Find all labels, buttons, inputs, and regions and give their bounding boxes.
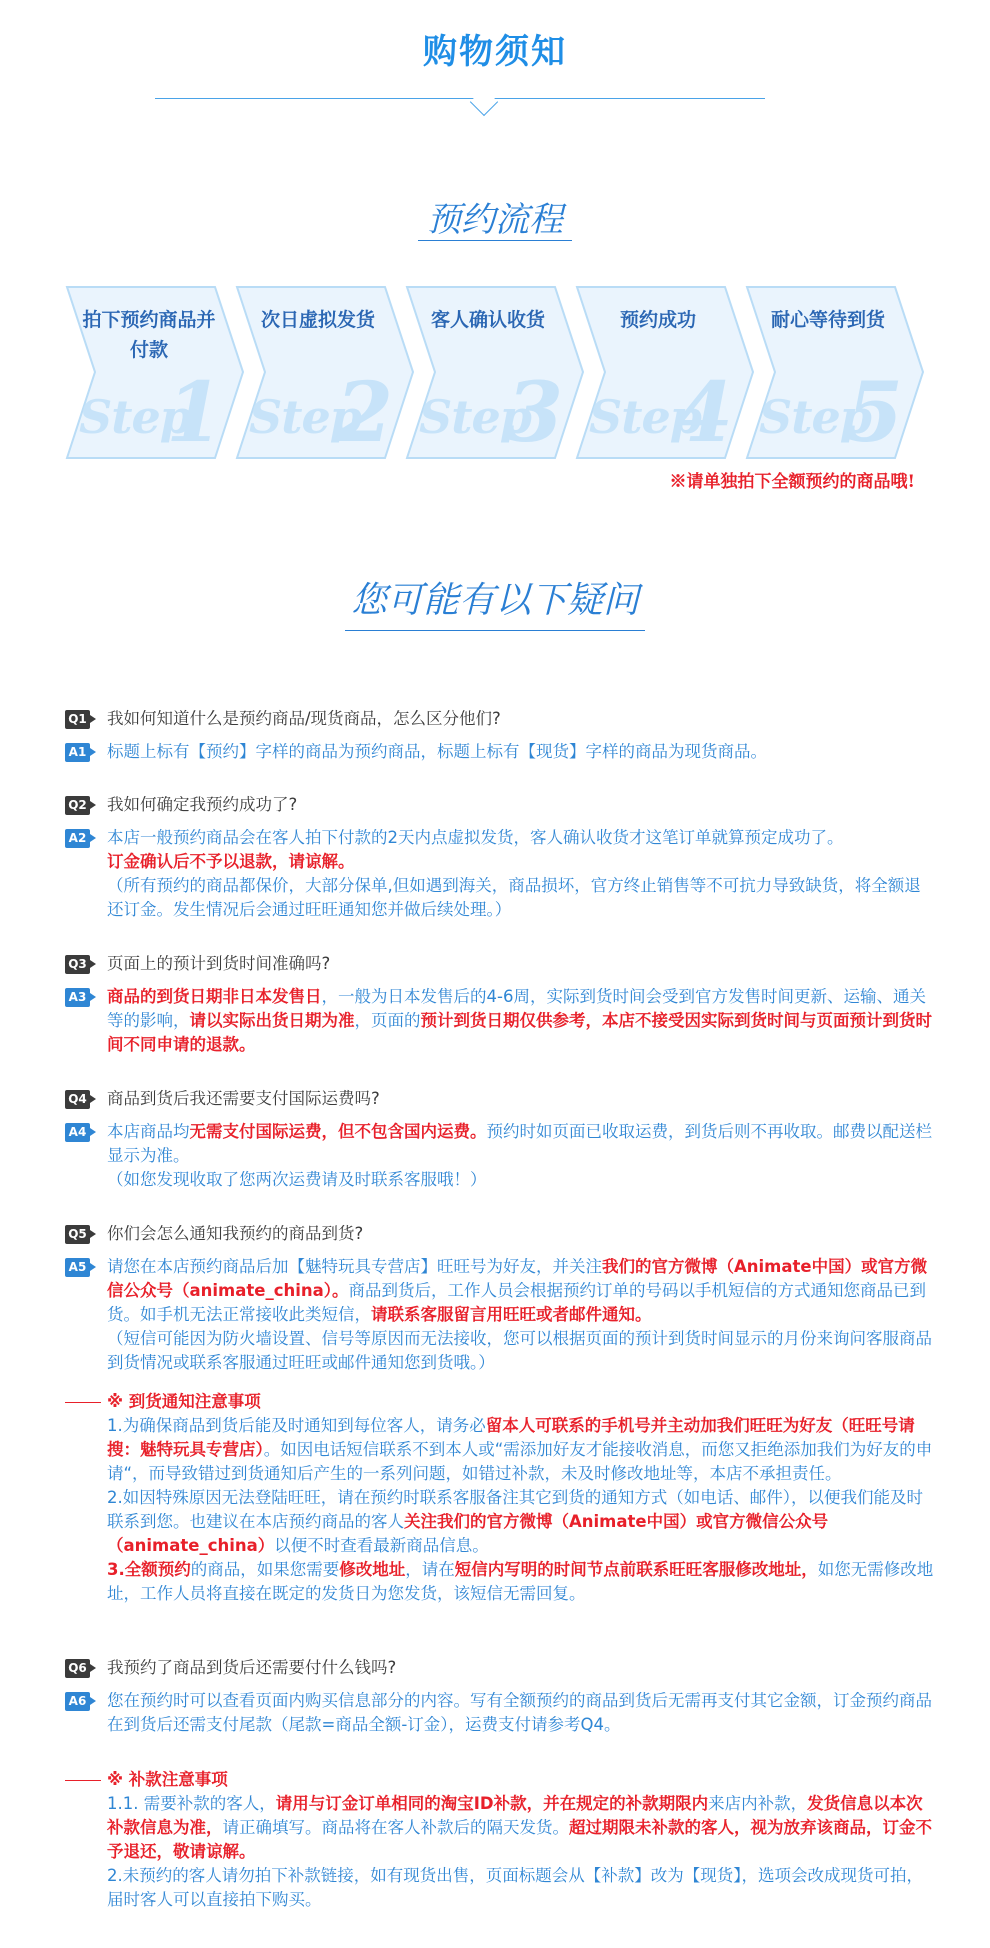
- payment-notice: [65, 1768, 935, 1912]
- faq-title-underline: [345, 630, 645, 631]
- step-word: Step: [589, 390, 701, 444]
- step-number: 4: [675, 365, 733, 461]
- notice-item-1: 1.1. 需要补款的客人，请用与订金订单相同的淘宝ID补款，并在规定的补款期限内来店内补款，发货信息以本次补款信息为准，请正确填写。商品将在客人补款后的隔天发货。超过期限未补款的客人，视为放弃该商品，订金不予退还，敬请谅解。: [107, 1794, 932, 1861]
- answer-badge: A3: [65, 988, 90, 1007]
- answer-text: 本店商品均无需支付国际运费，但不包含国内运费。预约时如页面已收取运费，到货后则不再收取。邮费以配送栏显示为准。: [107, 1122, 932, 1165]
- faq-item-1: [65, 707, 935, 764]
- answer-text: 标题上标有【预约】字样的商品为预约商品，标题上标有【现货】字样的商品为现货商品。: [107, 742, 767, 761]
- step-1: [65, 285, 245, 460]
- step-label: 客人确认收货: [430, 309, 545, 331]
- question-text: 我如何知道什么是预约商品/现货商品，怎么区分他们?: [107, 709, 501, 728]
- step-3: [405, 285, 585, 460]
- notice-item-3: 3.全额预约的商品，如果您需要修改地址，请在短信内写明的时间节点前联系旺旺客服修改地址，如您无需修改地址，工作人员将直接在既定的发货日为您发货，该短信无需回复。: [107, 1560, 934, 1603]
- answer-text: 请您在本店预约商品后加【魅特玩具专营店】旺旺号为好友，并关注我们的官方微博（Animate中国）或官方微信公众号（animate_china）。商品到货后，工作人员会根据预约订单的号码以手机短信的方式通知您商品已到货。如手机无法正常接收此类短信，请联系客服留言用旺旺或者邮件通知。: [107, 1257, 928, 1324]
- header-divider: [155, 98, 765, 99]
- question-row: [65, 707, 935, 731]
- faq-item-3: [65, 952, 935, 1057]
- notice-heading: ※ 到货通知注意事项: [65, 1390, 935, 1414]
- step-word: Step: [79, 390, 191, 444]
- arrival-notice: [65, 1390, 935, 1606]
- notice-body: [65, 1414, 935, 1606]
- question-badge: Q4: [65, 1090, 90, 1109]
- answer-text: 本店一般预约商品会在客人拍下付款的2天内点虚拟发货，客人确认收货才这笔订单就算预定成功了。: [107, 828, 844, 847]
- step-number: 2: [335, 365, 393, 461]
- question-row: [65, 952, 935, 976]
- answer-row: [65, 1120, 935, 1192]
- answer-row: [65, 1255, 935, 1375]
- answer-row: [65, 740, 935, 764]
- step-number: 1: [165, 365, 223, 461]
- answer-text: 您在预约时可以查看页面内购买信息部分的内容。写有全额预约的商品到货后无需再支付其它金额，订金预约商品在到货后还需支付尾款（尾款=商品全额-订金），运费支付请参考Q4。: [107, 1691, 932, 1734]
- answer-note: （所有预约的商品都保价，大部分保单,但如遇到海关，商品损坏，官方终止销售等不可抗力导致缺货，将全额退还订金。发生情况后会通过旺旺通知您并做后续处理。）: [107, 876, 921, 919]
- step-4: [575, 285, 755, 460]
- question-text: 页面上的预计到货时间准确吗?: [107, 954, 331, 973]
- notice-dash: [65, 1780, 101, 1781]
- faq-item-6: [65, 1656, 935, 1737]
- process-title: 预约流程: [427, 200, 563, 240]
- answer-badge: A4: [65, 1123, 90, 1142]
- step-label: 拍下预约商品并付款: [82, 309, 216, 361]
- answer-badge: A2: [65, 829, 90, 848]
- step-word: Step: [249, 390, 361, 444]
- faq-item-4: [65, 1087, 935, 1192]
- question-row: [65, 793, 935, 817]
- process-title-underline: [418, 240, 572, 241]
- answer-badge: A6: [65, 1692, 90, 1711]
- process-steps: [65, 285, 925, 460]
- question-text: 你们会怎么通知我预约的商品到货?: [107, 1224, 364, 1243]
- step-2: [235, 285, 415, 460]
- answer-row: [65, 826, 935, 922]
- question-text: 商品到货后我还需要支付国际运费吗?: [107, 1089, 380, 1108]
- page-title: 购物须知: [423, 32, 567, 72]
- question-text: 我预约了商品到货后还需要付什么钱吗?: [107, 1658, 397, 1677]
- answer-text: 商品的到货日期非日本发售日，一般为日本发售后的4-6周，实际到货时间会受到官方发售时间更新、运输、通关等的影响，请以实际出货日期为准，页面的预计到货日期仅供参考，本店不接受因实际到货时间与页面预计到货时间不同申请的退款。: [107, 987, 932, 1054]
- notice-item-2: 2.如因特殊原因无法登陆旺旺，请在预约时联系客服备注其它到货的通知方式（如电话、邮件），以便我们能及时联系到您。也建议在本店预约商品的客人关注我们的官方微博（Animate中国）或官方微信公众号（animate_china）以便不时查看最新商品信息。: [107, 1488, 923, 1555]
- question-badge: Q6: [65, 1659, 90, 1678]
- step-label: 预约成功: [619, 309, 696, 331]
- answer-note: （短信可能因为防火墙设置、信号等原因而无法接收，您可以根据页面的预计到货时间显示的月份来询问客服商品到货情况或联系客服通过旺旺或邮件通知您到货哦。）: [107, 1329, 932, 1372]
- step-number: 5: [845, 365, 903, 461]
- answer-row: [65, 1689, 935, 1737]
- answer-warning: 订金确认后不予以退款，请谅解。: [107, 852, 355, 871]
- faq-title: 您可能有以下疑问: [350, 580, 639, 621]
- answer-badge: A1: [65, 743, 90, 762]
- question-row: [65, 1222, 935, 1246]
- question-badge: Q3: [65, 955, 90, 974]
- process-note: ※请单独拍下全额预约的商品哦!: [669, 472, 915, 492]
- step-word: Step: [759, 390, 871, 444]
- notice-body: [65, 1792, 935, 1912]
- step-number: 3: [505, 365, 563, 461]
- notice-item-2: 2.未预约的客人请勿拍下补款链接，如有现货出售，页面标题会从【补款】改为【现货】，选项会改成现货可拍，届时客人可以直接拍下购买。: [107, 1866, 923, 1909]
- question-badge: Q1: [65, 710, 90, 729]
- answer-row: [65, 985, 935, 1057]
- step-5: [745, 285, 925, 460]
- notice-dash: [65, 1402, 101, 1403]
- faq-item-5: [65, 1222, 935, 1375]
- notice-item-1: 1.为确保商品到货后能及时通知到每位客人，请务必留本人可联系的手机号并主动加我们旺旺为好友（旺旺号请搜：魅特玩具专营店）。如因电话短信联系不到本人或“需添加好友才能接收消息，而您又拒绝添加我们为好友的申请“，而导致错过到货通知后产生的一系列问题，如错过补款，未及时修改地址等，本店不承担责任。: [107, 1416, 933, 1483]
- answer-badge: A5: [65, 1258, 90, 1277]
- notice-heading: ※ 补款注意事项: [65, 1768, 935, 1792]
- step-label: 次日虚拟发货: [260, 309, 375, 331]
- question-badge: Q5: [65, 1225, 90, 1244]
- question-badge: Q2: [65, 796, 90, 815]
- header-chevron: [470, 88, 498, 116]
- question-row: [65, 1087, 935, 1111]
- question-text: 我如何确定我预约成功了?: [107, 795, 298, 814]
- faq-item-2: [65, 793, 935, 922]
- step-word: Step: [419, 390, 531, 444]
- step-label: 耐心等待到货: [770, 309, 885, 331]
- answer-note: （如您发现收取了您两次运费请及时联系客服哦！）: [107, 1170, 487, 1189]
- question-row: [65, 1656, 935, 1680]
